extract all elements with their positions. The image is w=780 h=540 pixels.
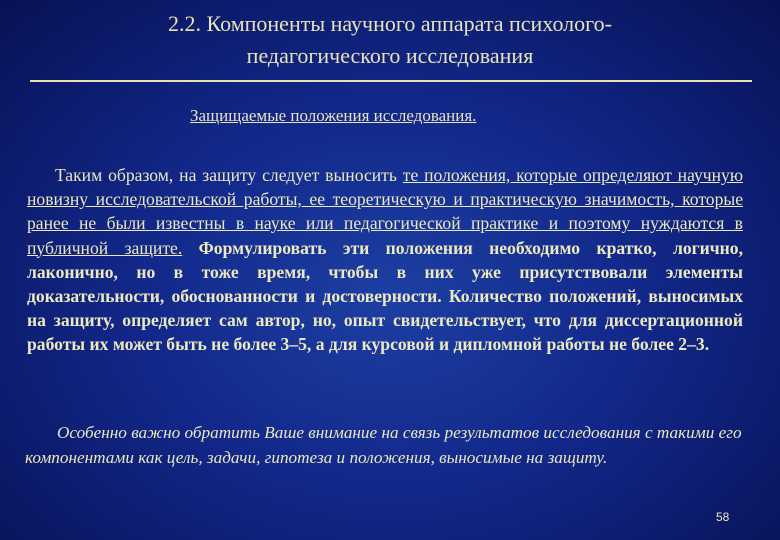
slide-number: 58	[716, 510, 730, 524]
title-divider	[30, 80, 752, 82]
body-text-intro: Таким образом, на защиту следует выносить	[55, 165, 403, 185]
italic-note: Особенно важно обратить Ваше внимание на связь результатов исследования с такими его компонентами как цель, задачи, гипотеза и положения, выносимые на защиту.	[25, 423, 742, 467]
body-paragraph	[27, 163, 743, 357]
slide-title-line-1: 2.2. Компоненты научного аппарата психолого-	[168, 11, 612, 36]
section-subtitle: Защищаемые положения исследования.	[190, 106, 477, 125]
slide-title-line-2: педагогического исследования	[246, 43, 534, 68]
body-text-underlined: те положения, которые определяют научную новизну исследовательской работы, ее теоретическую и практическую значимость, которые ранее не были известны в науке или педагогической практике и поэтому нуждаются в публичной защите.	[27, 165, 743, 258]
slide-title	[60, 8, 720, 72]
body-text-continued: Формулировать эти положения необходимо кратко, логично, лаконично, но в тоже время, чтобы в них уже присутствовали элементы доказательности, обоснованности и достоверности. Количество положений, выносимых на защиту, определяет сам автор, но, опыт свидетельствует, что для диссертационной работы их может быть не более 3–5, а для курсовой и дипломной работы не более 2–3.	[27, 237, 743, 355]
